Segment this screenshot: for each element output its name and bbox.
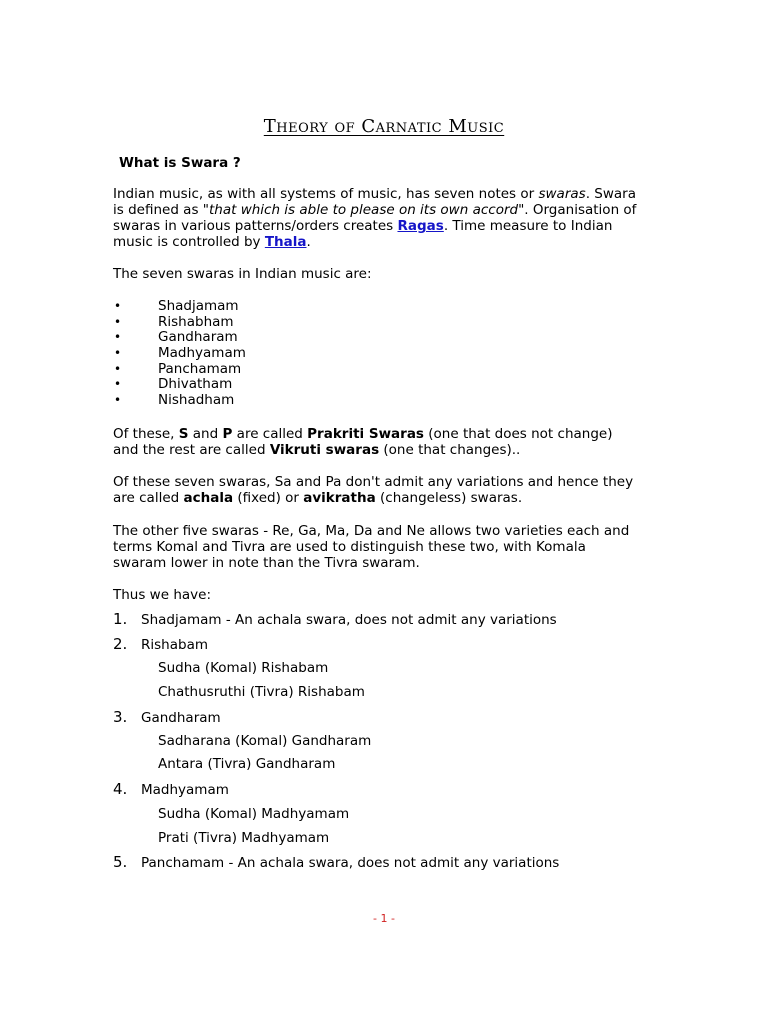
document-title xyxy=(0,116,768,138)
other-five-line-2: terms Komal and Tivra are used to distinguish these two, with Komala xyxy=(113,539,586,555)
numbered-item-1: 1. Shadjamam - An achala swara, does not admit any variations xyxy=(113,610,557,628)
other-five-paragraph xyxy=(113,523,673,571)
sub-item: Prati (Tivra) Madhyamam xyxy=(158,830,330,846)
section-heading: What is Swara ? xyxy=(119,155,241,171)
list-item: • Gandharam xyxy=(113,330,246,346)
intro-line-1: Indian music, as with all systems of music, has seven notes or swaras. Swara xyxy=(113,186,636,202)
list-item: • Dhivatham xyxy=(113,377,246,393)
sub-item: Sudha (Komal) Madhyamam xyxy=(158,806,350,822)
numbered-item-5: 5. Panchamam - An achala swara, does not admit any variations xyxy=(113,853,560,871)
achala-line-2: are called achala (fixed) or avikratha (changeless) swaras. xyxy=(113,490,523,506)
list-item: • Rishabham xyxy=(113,315,246,331)
swara-bullet-list xyxy=(113,299,246,409)
intro-line-3: swaras in various patterns/orders creates Ragas. Time measure to Indian xyxy=(113,218,613,234)
list-item: • Shadjamam xyxy=(113,299,246,315)
numbered-item-3: 3. Gandharam xyxy=(113,708,221,726)
prakriti-line-1: Of these, S and P are called Prakriti Swaras (one that does not change) xyxy=(113,426,613,442)
other-five-line-1: The other five swaras - Re, Ga, Ma, Da and Ne allows two varieties each and xyxy=(113,523,630,539)
thus-we-have: Thus we have: xyxy=(113,587,211,603)
list-item: • Nishadham xyxy=(113,393,246,409)
sub-item: Sadharana (Komal) Gandharam xyxy=(158,733,372,749)
achala-paragraph xyxy=(113,474,673,506)
sub-item: Sudha (Komal) Rishabam xyxy=(158,660,329,676)
prakriti-line-2: and the rest are called Vikruti swaras (one that changes).. xyxy=(113,442,521,458)
intro-paragraph xyxy=(113,186,673,250)
intro-line-4: music is controlled by Thala. xyxy=(113,234,311,250)
list-item: • Madhyamam xyxy=(113,346,246,362)
list-item: • Panchamam xyxy=(113,362,246,378)
sub-item: Chathusruthi (Tivra) Rishabam xyxy=(158,684,365,700)
prakriti-paragraph xyxy=(113,426,673,458)
sub-item: Antara (Tivra) Gandharam xyxy=(158,756,336,772)
numbered-item-4: 4. Madhyamam xyxy=(113,780,229,798)
achala-line-1: Of these seven swaras, Sa and Pa don't admit any variations and hence they xyxy=(113,474,634,490)
thala-link[interactable]: Thala xyxy=(264,234,307,250)
intro-line-2: is defined as "that which is able to please on its own accord". Organisation of xyxy=(113,202,637,218)
other-five-line-3: swaram lower in note than the Tivra swaram. xyxy=(113,555,420,571)
seven-swaras-intro: The seven swaras in Indian music are: xyxy=(113,266,372,282)
page-number: - 1 - xyxy=(373,912,395,925)
numbered-item-2: 2. Rishabam xyxy=(113,635,208,653)
ragas-link[interactable]: Ragas xyxy=(397,218,444,234)
title-text: Theory of Carnatic Music xyxy=(263,116,505,137)
